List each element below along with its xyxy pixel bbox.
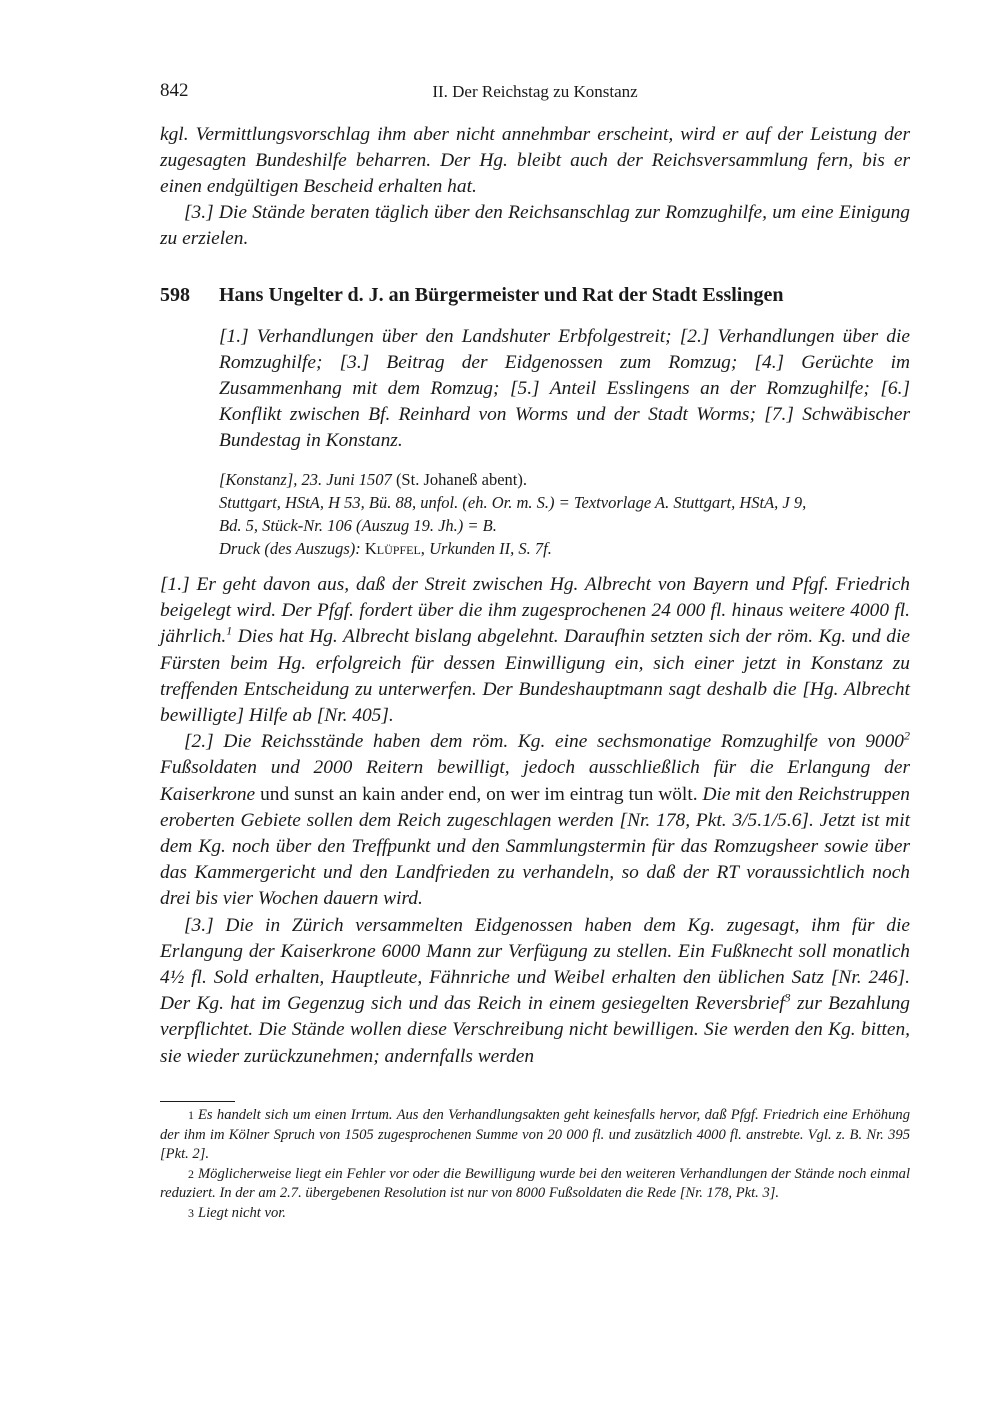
quoted-source-text: und sunst an kain ander end, on wer im eintrag tun wölt. bbox=[260, 783, 698, 805]
continued-paragraph: kgl. Vermittlungsvorschlag ihm aber nicht annehmbar erscheint, wird er auf der Leistung der zugesagten Bundeshilfe beharren. Der Hg. bleibt auch der Reichsversammlung fern, bis er einen endgültigen Bescheid erhalten hat. bbox=[160, 124, 910, 197]
continued-text bbox=[160, 122, 910, 252]
footnote-1 bbox=[160, 1106, 910, 1165]
document-metadata bbox=[219, 468, 910, 560]
regest-summary: [1.] Verhandlungen über den Landshuter Erbfolgestreit; [2.] Verhandlungen über die Romzughilfe; [3.] Beitrag der Eidgenossen zum Romzug; [4.] Gerüchte im Zusammenhang mit dem Romzug; [5.] Anteil Esslingens an der Romzughilfe; [6.] Konflikt zwischen Bf. Reinhard von Worms und der Stadt Worms; [7.] Schwäbischer Bundestag in Konstanz. bbox=[219, 326, 910, 451]
footnote-text: Es handelt sich um einen Irrtum. Aus den Verhandlungsakten geht keinesfalls hervor, daß Pfgf. Friedrich eine Erhöhung der ihm im Kölner Spruch von 1505 zugesprochenen Summe von 20 000 fl. und zusätzlich 4000 fl. anstrebte. Vgl. z. B. Nr. 395 [Pkt. 2]. bbox=[160, 1107, 910, 1163]
footnote-text: Möglicherweise liegt ein Fehler vor oder die Bewilligung wurde bei den weiteren Verhandlungen der Stände noch einmal reduziert. In der am 2.7. übergebenen Resolution ist nur von 8000 Fußsoldaten die Rede [Nr. 178, Pkt. 3]. bbox=[160, 1165, 910, 1202]
running-head bbox=[160, 80, 910, 110]
body-paragraph-1 bbox=[160, 572, 910, 729]
footnote-2 bbox=[160, 1165, 910, 1204]
body-text: [1.] Er geht davon aus, daß der Streit zwischen Hg. Albrecht von Bayern und Pfgf. Friedrich beigelegt wird. Der Pfgf. fordert über die ihm zugesprochenen 24 000 fl. hinaus weitere 4000 fl. jährlich. bbox=[160, 574, 910, 648]
body-paragraph-3 bbox=[160, 913, 910, 1070]
date-italic: [Konstanz], 23. Juni 1507 bbox=[219, 470, 392, 489]
footnote-ref-3: 3 bbox=[784, 990, 791, 1005]
footnote-text: Liegt nicht vor. bbox=[198, 1204, 286, 1221]
print-reference: Urkunden II, S. 7f. bbox=[429, 539, 552, 558]
source-line-1: Stuttgart, HStA, H 53, Bü. 88, unfol. (eh. Or. m. S.) = Textvorlage A. Stuttgart, HStA, J 9, bbox=[219, 493, 807, 512]
footnote-3 bbox=[160, 1204, 910, 1224]
footnote-marker: 1 bbox=[188, 1108, 194, 1122]
running-title: II. Der Reichstag zu Konstanz bbox=[432, 82, 638, 101]
source-line-2: Bd. 5, Stück-Nr. 106 (Auszug 19. Jh.) = B. bbox=[219, 516, 497, 535]
body-text: Fußsoldaten und 2000 Reitern bewilligt, jedoch ausschließlich für die Erlangung der Kaiserkrone bbox=[160, 757, 910, 805]
document-heading bbox=[160, 284, 910, 307]
body-text: zur Bezahlung verpflichtet. Die Stände wollen diese Verschreibung nicht bewilligen. Sie werden den Kg. bitten, sie wieder zurückzunehmen; andernfalls werden bbox=[160, 993, 910, 1067]
footnote-ref-1: 1 bbox=[226, 623, 233, 638]
print-author: Klüpfel, bbox=[364, 539, 425, 558]
page-number: 842 bbox=[160, 80, 189, 101]
document-number: 598 bbox=[160, 284, 190, 306]
footnote-marker: 2 bbox=[188, 1166, 194, 1181]
body-text: [3.] Die in Zürich versammelten Eidgenossen haben dem Kg. zugesagt, ihm für die Erlangung der Kaiserkrone 6000 Mann zur Verfügung zu stellen. Ein Fußknecht soll monatlich 4½ fl. Sold erhalten, Hauptleute, Fähnriche und Weibel erhalten den üblichen Satz [Nr. 246]. Der Kg. hat im Gegenzug sich und das Reich in einem gesiegelten Reversbrief bbox=[160, 914, 910, 1015]
print-line bbox=[219, 537, 910, 560]
footnotes bbox=[160, 1106, 910, 1224]
date-line bbox=[219, 468, 910, 491]
footnote-marker: 3 bbox=[188, 1205, 194, 1220]
print-label: Druck (des Auszugs): bbox=[219, 539, 361, 558]
date-original: (St. Johaneß abent). bbox=[395, 470, 527, 489]
body-text: Die mit den Reichstruppen eroberten Gebiete sollen dem Reich zugeschlagen werden [Nr. 178, Pkt. 3/5.1/5.6]. Jetzt ist mit dem Kg. noch über den Treffpunkt und den Sammlungstermin für das Romzugsheer sowie über das Kammergericht und den Landfrieden zu verhandeln, so daß der RT voraussichtlich noch drei bis vier Wochen dauern wird. bbox=[160, 783, 911, 910]
body-text: [2.] Die Reichsstände haben dem röm. Kg. eine sechsmonatige Romzughilfe von 9000 bbox=[184, 731, 904, 753]
body-text: Dies hat Hg. Albrecht bislang abgelehnt. Daraufhin setzten sich der röm. Kg. und die Fürsten beim Hg. erfolgreich für dessen Einwilligung ein, sich einer jetzt in Konstanz zu treffenden Entscheidung zu unterwerfen. Der Bundeshauptmann sagt deshalb die [Hg. Albrecht bewilligte] Hilfe ab [Nr. 405]. bbox=[160, 626, 910, 727]
footnote-ref-2: 2 bbox=[904, 728, 910, 743]
letter-body bbox=[160, 572, 910, 1070]
body-paragraph-2 bbox=[160, 729, 910, 912]
document-title: Hans Ungelter d. J. an Bürgermeister und Rat der Stadt Esslingen bbox=[219, 284, 784, 306]
footnote-divider bbox=[160, 1101, 235, 1102]
paragraph-3: [3.] Die Stände beraten täglich über den Reichsanschlag zur Romzughilfe, um eine Einigung zu erzielen. bbox=[160, 202, 910, 249]
